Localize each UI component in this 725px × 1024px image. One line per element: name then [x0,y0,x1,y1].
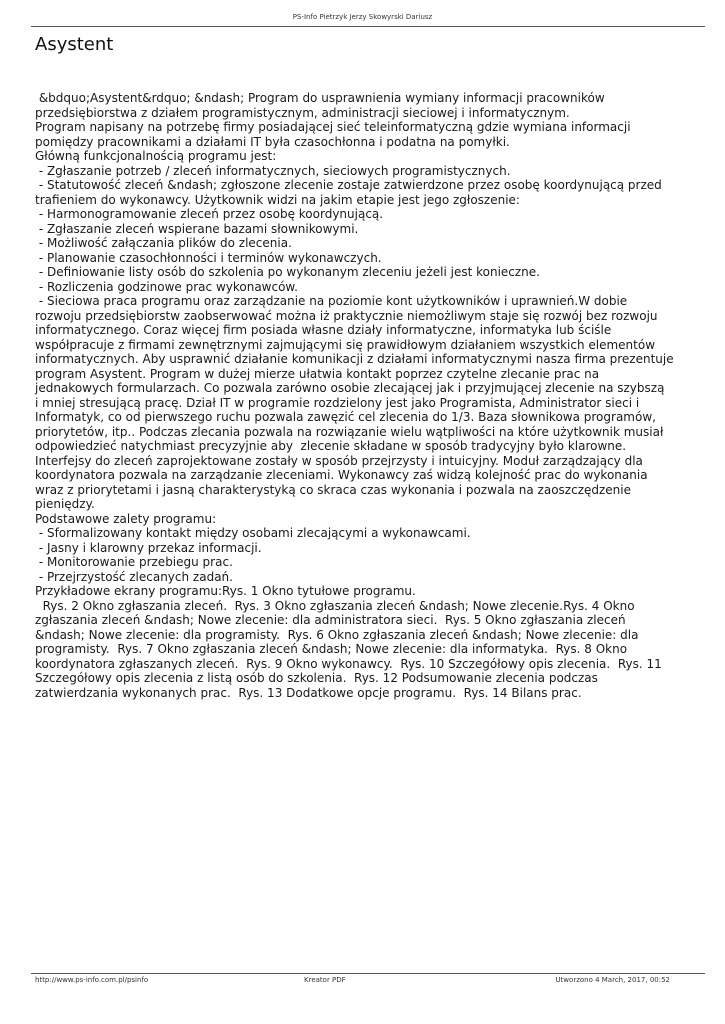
body-line: informatycznych. Aby usprawnić działanie komunikacji z działami informatycznymi nasza firma prezentuje [35,352,674,366]
footer-divider [31,973,705,974]
body-line: priorytetów, itp.. Podczas zlecania pozwala na rozwiązanie wielu wątpliwości na które użytkownik musiał [35,424,664,439]
body-line: Interfejsy do zleceń zaprojektowane zostały w sposób przejrzysty i intuicyjny. Moduł zarządzający dla [35,453,643,468]
body-line: przedsiębiorstwa z działem programistycznym, administracji sieciowej i informatycznym. [35,105,570,120]
body-line: koordynatora zgłaszanych zleceń. Rys. 9 Okno wykonawcy. Rys. 10 Szczegółowy opis zlecenia. Rys. 11 [35,656,662,671]
body-line: - Przejrzystość zlecanych zadań. [35,569,233,584]
body-line: - Monitorowanie przebiegu prac. [35,555,233,569]
header-divider [31,26,705,27]
body-line: &bdquo;Asystent&rdquo; &ndash; Program do usprawnienia wymiany informacji pracowników [35,91,605,105]
body-line: odpowiedzieć natychmiast precyzyjnie aby zlecenie składane w sposób tradycyjny było klarowne. [35,439,627,453]
body-line: Rys. 2 Okno zgłaszania zleceń. Rys. 3 Okno zgłaszania zleceń &ndash; Nowe zlecenie.Rys. 4 Okno [35,598,635,613]
body-line: - Rozliczenia godzinowe prac wykonawców. [35,279,298,294]
body-line: &ndash; Nowe zlecenie: dla programisty. Rys. 6 Okno zgłaszania zleceń &ndash; Nowe zlecenie: dla [35,627,639,642]
body-line: Podstawowe zalety programu: [35,511,217,526]
body-line: - Zgłaszanie zleceń wspierane bazami słownikowymi. [35,221,359,236]
body-line: program Asystent. Program w dużej mierze ułatwia kontakt poprzez czytelne zlecanie prac na [35,366,600,381]
page-header: PS-Info Pietrzyk Jerzy Skowyrski Dariusz [292,13,433,21]
footer-url[interactable]: http://www.ps-info.com.pl/psinfo [35,976,149,984]
body-line: koordynatora pozwala na zarządzanie zleceniami. Wykonawcy zaś widzą kolejność prac do wykonania [35,468,648,482]
body-line: - Sformalizowany kontakt między osobami zlecającymi a wykonawcami. [35,526,471,540]
body-line: - Zgłaszanie potrzeb / zleceń informatycznych, sieciowych programistycznych. [35,163,511,178]
body-line: zatwierdzania wykonanych prac. Rys. 13 Dodatkowe opcje programu. Rys. 14 Bilans prac. [35,685,582,700]
body-line: pieniędzy. [35,497,95,511]
body-line: - Definiowanie listy osób do szkolenia po wykonanym zleceniu jeżeli jest konieczne. [35,265,540,279]
footer-created-date: Utworzono 4 March, 2017, 00:52 [555,976,670,984]
body-line: jednakowych formularzach. Co pozwala zarówno osobie zlecającej jak i przyjmującej zlecenie na szybszą [35,381,665,395]
body-line: trafieniem do wykonawcy. Użytkownik widzi na jakim etapie jest jego zgłoszenie: [35,192,520,207]
footer-generator: Kreator PDF [304,976,346,984]
body-line: Szczegółowy opis zlecenia z listą osób do szkolenia. Rys. 12 Podsumowanie zlecenia podczas [35,671,598,685]
body-line: rozwoju przedsiębiorstw zaobserwować można iż praktycznie niemożliwym staje się rozwój bez rozwoju [35,308,658,323]
body-line: Główną funkcjonalnością programu jest: [35,149,277,163]
body-line: - Możliwość załączania plików do zlecenia. [35,236,292,250]
body-line: programisty. Rys. 7 Okno zgłaszania zleceń &ndash; Nowe zlecenie: dla informatyka. Rys. 8 Okno [35,642,628,656]
body-line: zgłaszania zleceń &ndash; Nowe zlecenie: dla administratora sieci. Rys. 5 Okno zgłaszania zleceń [35,613,626,627]
body-line: Program napisany na potrzebę firmy posiadającej sieć teleinformatyczną gdzie wymiana informacji [35,120,631,134]
body-line: współpracuje z firmami zewnętrznymi zajmującymi się prawidłowym działaniem wszystkich elementów [35,337,656,352]
body-line: - Statutowość zleceń &ndash; zgłoszone zlecenie zostaje zatwierdzone przez osobę koordynującą przed [35,178,662,192]
body-line: - Harmonogramowanie zleceń przez osobę koordynującą. [35,207,384,221]
body-line: Informatyk, co od pierwszego ruchu pozwala zawęzić cel zlecenia do 1/3. Baza słownikowa programów, [35,410,656,424]
body-line: informatycznego. Coraz więcej firm posiada własne działy informatyczne, informatyka lub ściśle [35,323,612,337]
body-line: - Jasny i klarowny przekaz informacji. [35,540,262,555]
body-line: i mniej stresującą pracę. Dział IT w programie rozdzielony jest jako Programista, Administrator sieci i [35,395,640,410]
body-line: Przykładowe ekrany programu:Rys. 1 Okno tytułowe programu. [35,584,416,598]
body-line: pomiędzy pracownikami a działami IT była czasochłonna i podatna na pomyłki. [35,134,510,149]
body-line: wraz z priorytetami i jasną charakterystyką co skraca czas wykonania i pozwala na zaoszczędzenie [35,482,631,497]
document-title: Asystent [35,34,114,55]
document-body [35,91,715,700]
body-line: - Sieciowa praca programu oraz zarządzanie na poziomie kont użytkowników i uprawnień.W dobie [35,294,628,308]
body-line: - Planowanie czasochłonności i terminów wykonawczych. [35,250,382,265]
